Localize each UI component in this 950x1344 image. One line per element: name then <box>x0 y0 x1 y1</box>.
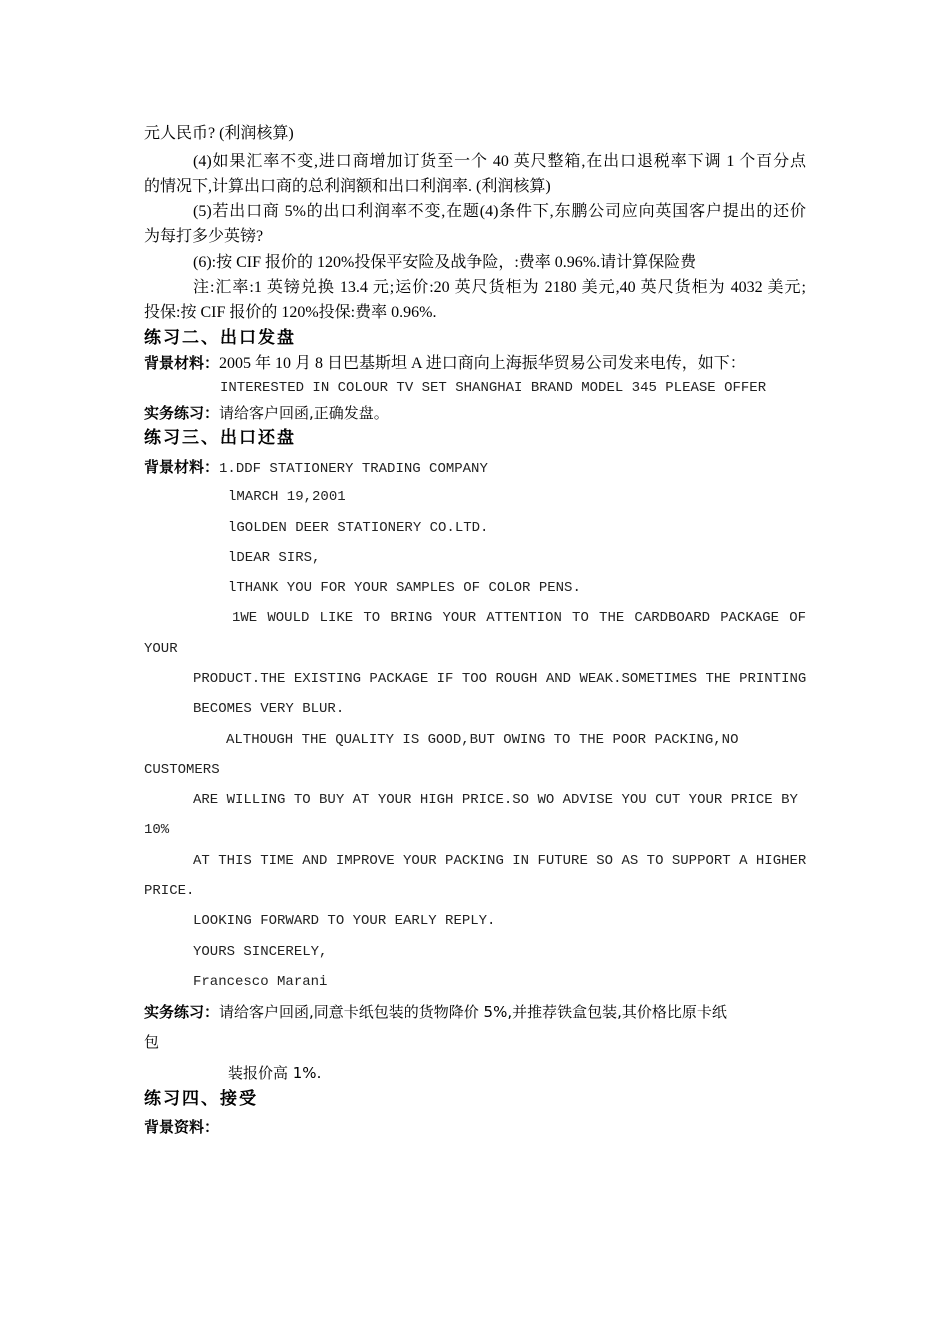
letter-line: YOUR <box>144 641 178 657</box>
task-label: 实务练习： <box>144 404 220 422</box>
letter-line: 1.DDF STATIONERY TRADING COMPANY <box>219 461 488 477</box>
task-text-continued: 包 <box>144 1033 160 1051</box>
task-label: 实务练习： <box>144 1003 220 1021</box>
letter-line: ALTHOUGH THE QUALITY IS GOOD,BUT OWING TO THE POOR PACKING,NO <box>226 732 739 748</box>
task-line <box>144 403 389 424</box>
text-line: 投保:按 CIF 报价的 120%投保:费率 0.96%. <box>144 304 437 321</box>
letter-line: 1WE WOULD LIKE TO BRING YOUR ATTENTION TO THE CARDBOARD PACKAGE OF <box>232 610 806 626</box>
background-text: 2005 年 10 月 8 日巴基斯坦 A 进口商向上海振华贸易公司发来电传，如下： <box>219 355 746 372</box>
background-label: 背景资料： <box>144 1118 220 1136</box>
section-heading-ex3: 练习三、出口还盘 <box>144 428 296 448</box>
letter-line: BECOMES VERY BLUR. <box>193 701 345 717</box>
background-label: 背景材料： <box>144 458 220 476</box>
letter-line: lTHANK YOU FOR YOUR SAMPLES OF COLOR PENS. <box>228 580 581 596</box>
letter-signature: Francesco Marani <box>193 974 328 990</box>
text-line: 注:汇率:1 英镑兑换 13.4 元;运价:20 英尺货柜为 2180 美元,40 英尺货柜为 4032 美元; <box>193 279 806 296</box>
task-text: 请给客户回函,同意卡纸包装的货物降价 5%,并推荐铁盒包装,其价格比原卡纸 <box>219 1003 727 1021</box>
letter-line: CUSTOMERS <box>144 762 220 778</box>
letter-line: PRODUCT.THE EXISTING PACKAGE IF TOO ROUGH AND WEAK.SOMETIMES THE PRINTING <box>193 671 807 687</box>
letter-line: PRICE. <box>144 883 195 899</box>
telex-text: INTERESTED IN COLOUR TV SET SHANGHAI BRAND MODEL 345 PLEASE OFFER <box>220 380 767 396</box>
letter-line: 10% <box>144 822 170 838</box>
letter-line: LOOKING FORWARD TO YOUR EARLY REPLY. <box>193 913 496 929</box>
text-line: 元人民币? (利润核算) <box>144 125 294 142</box>
text-line: (5)若出口商 5%的出口利润率不变,在题(4)条件下,东鹏公司应向英国客户提出的还价 <box>193 203 806 220</box>
text-line: 为每打多少英镑? <box>144 228 264 245</box>
letter-line: ARE WILLING TO BUY AT YOUR HIGH PRICE.SO WO ADVISE YOU CUT YOUR PRICE BY <box>193 792 798 808</box>
background-line <box>144 457 488 479</box>
section-heading-ex2: 练习二、出口发盘 <box>144 328 296 348</box>
background-line <box>144 353 746 374</box>
letter-line: YOURS SINCERELY, <box>193 944 328 960</box>
letter-line: AT THIS TIME AND IMPROVE YOUR PACKING IN FUTURE SO AS TO SUPPORT A HIGHER <box>193 853 807 869</box>
text-line: (4)如果汇率不变,进口商增加订货至一个 40 英尺整箱,在出口退税率下调 1 个百分点 <box>193 153 806 170</box>
background-label: 背景材料： <box>144 354 220 372</box>
letter-line: lGOLDEN DEER STATIONERY CO.LTD. <box>228 520 489 536</box>
section-heading-ex4: 练习四、接受 <box>144 1089 258 1109</box>
text-line: 的情况下,计算出口商的总利润额和出口利润率. (利润核算) <box>144 178 551 195</box>
text-line: (6):按 CIF 报价的 120%投保平安险及战争险，:费率 0.96%.请计算保险费 <box>193 254 697 271</box>
letter-line: lMARCH 19,2001 <box>228 489 346 505</box>
task-text: 请给客户回函,正确发盘。 <box>219 404 389 422</box>
task-line <box>144 1002 806 1023</box>
task-text-continued: 装报价高 1%. <box>228 1064 322 1082</box>
letter-line: lDEAR SIRS, <box>228 550 321 566</box>
